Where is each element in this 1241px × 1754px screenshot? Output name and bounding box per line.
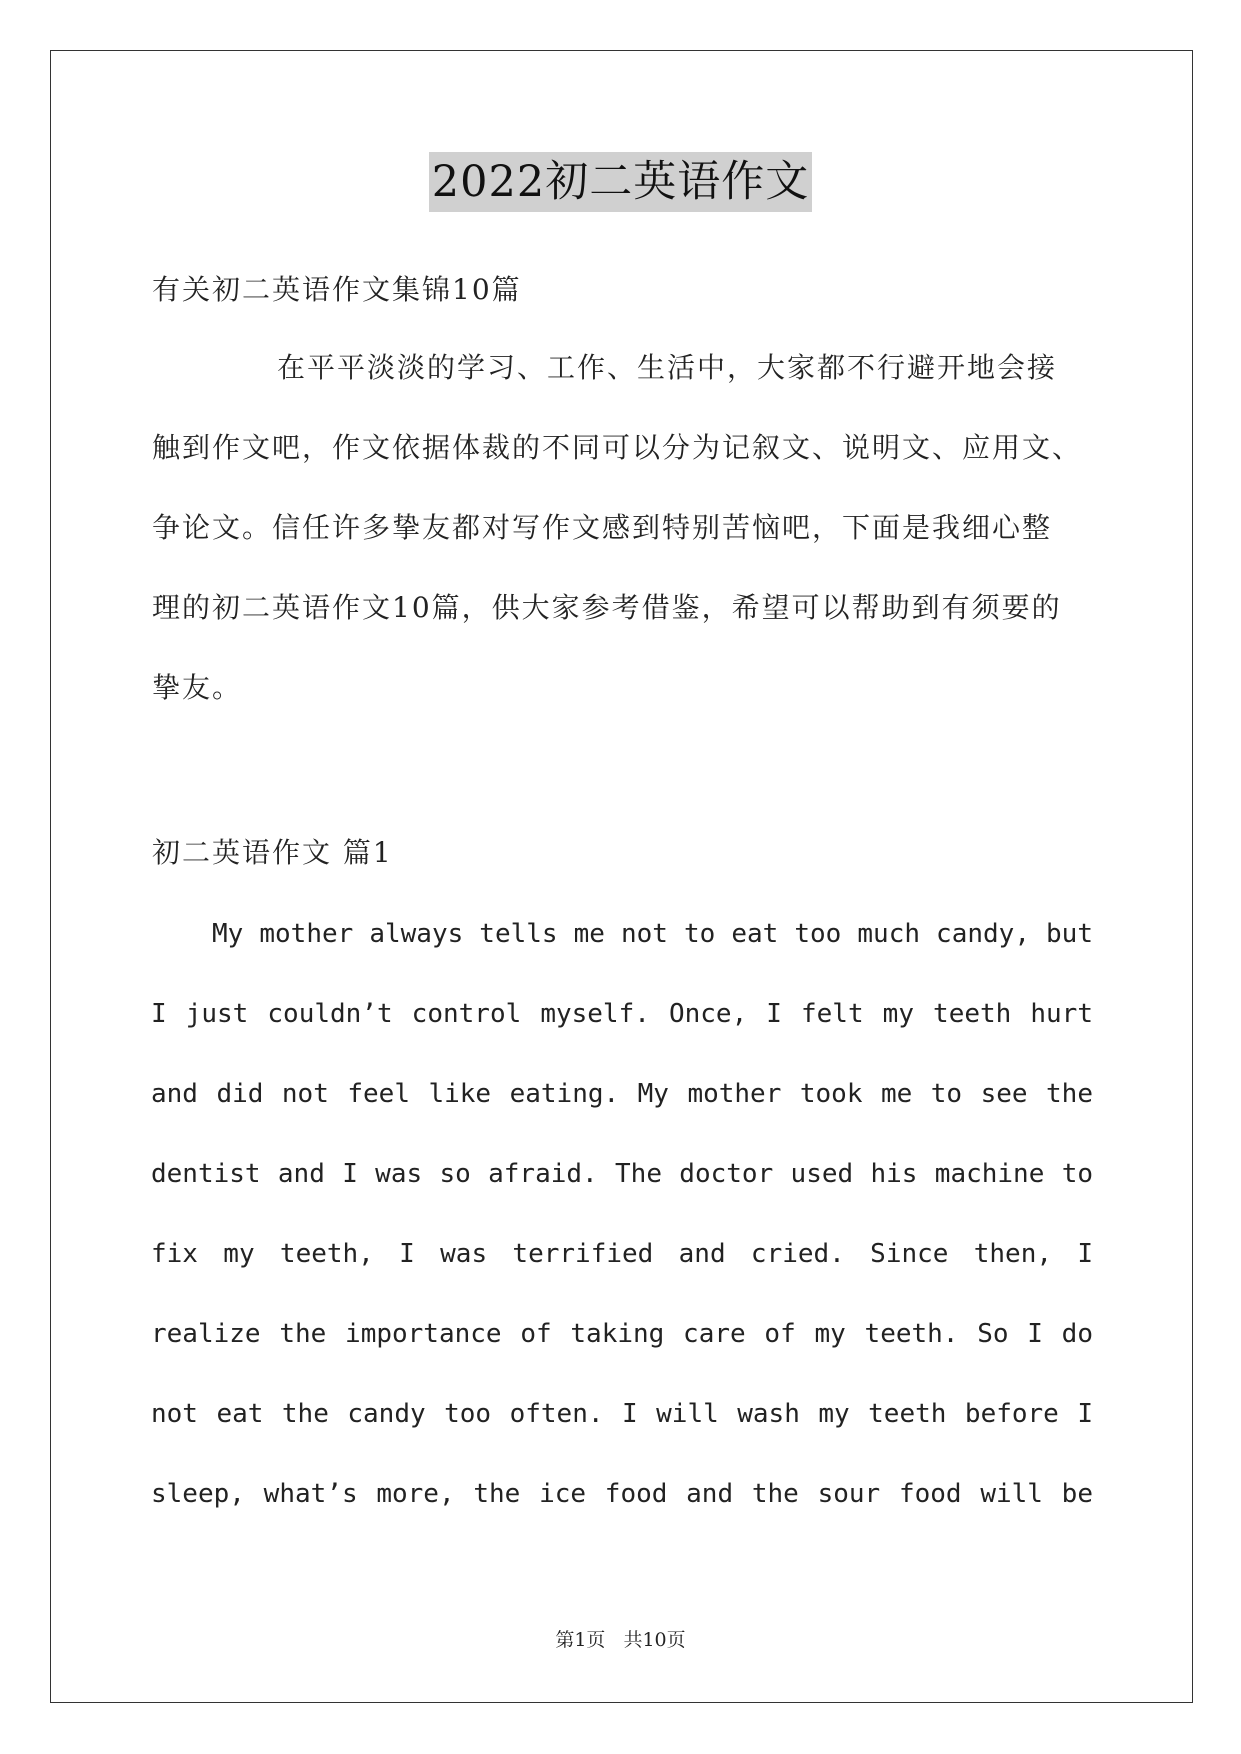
essay-line: dentist and I was so afraid. The doctor used his machine to [151, 1159, 1093, 1189]
essay-line: sleep, what’s more, the ice food and the sour food will be [151, 1479, 1093, 1509]
document-subtitle: 有关初二英语作文集锦10篇 [152, 273, 522, 306]
title-container [0, 152, 1241, 212]
intro-line: 在平平淡淡的学习、工作、生活中，大家都不行避开地会接 [277, 351, 1058, 384]
page-footer [0, 1626, 1241, 1654]
essay-line: I just couldn’t control myself. Once, I felt my teeth hurt [151, 999, 1093, 1029]
section-heading: 初二英语作文 篇1 [152, 836, 393, 869]
intro-line: 争论文。信任许多挚友都对写作文感到特别苦恼吧，下面是我细心整 [152, 511, 1053, 544]
essay-line: not eat the candy too often. I will wash my teeth before I [151, 1399, 1093, 1429]
essay-line: My mother always tells me not to eat too much candy, but [212, 919, 1093, 949]
intro-line: 触到作文吧，作文依据体裁的不同可以分为记叙文、说明文、应用文、 [152, 431, 1083, 464]
essay-line: and did not feel like eating. My mother took me to see the [151, 1079, 1093, 1109]
essay-line: realize the importance of taking care of my teeth. So I do [151, 1319, 1093, 1349]
intro-line: 理的初二英语作文10篇，供大家参考借鉴，希望可以帮助到有须要的 [152, 591, 1062, 624]
intro-line: 挚友。 [152, 671, 243, 704]
document-title: 2022初二英语作文 [429, 152, 812, 212]
page-total: 共10页 [623, 1629, 686, 1651]
page-number: 第1页 [555, 1629, 606, 1651]
essay-line: fix my teeth, I was terrified and cried. Since then, I [151, 1239, 1093, 1269]
